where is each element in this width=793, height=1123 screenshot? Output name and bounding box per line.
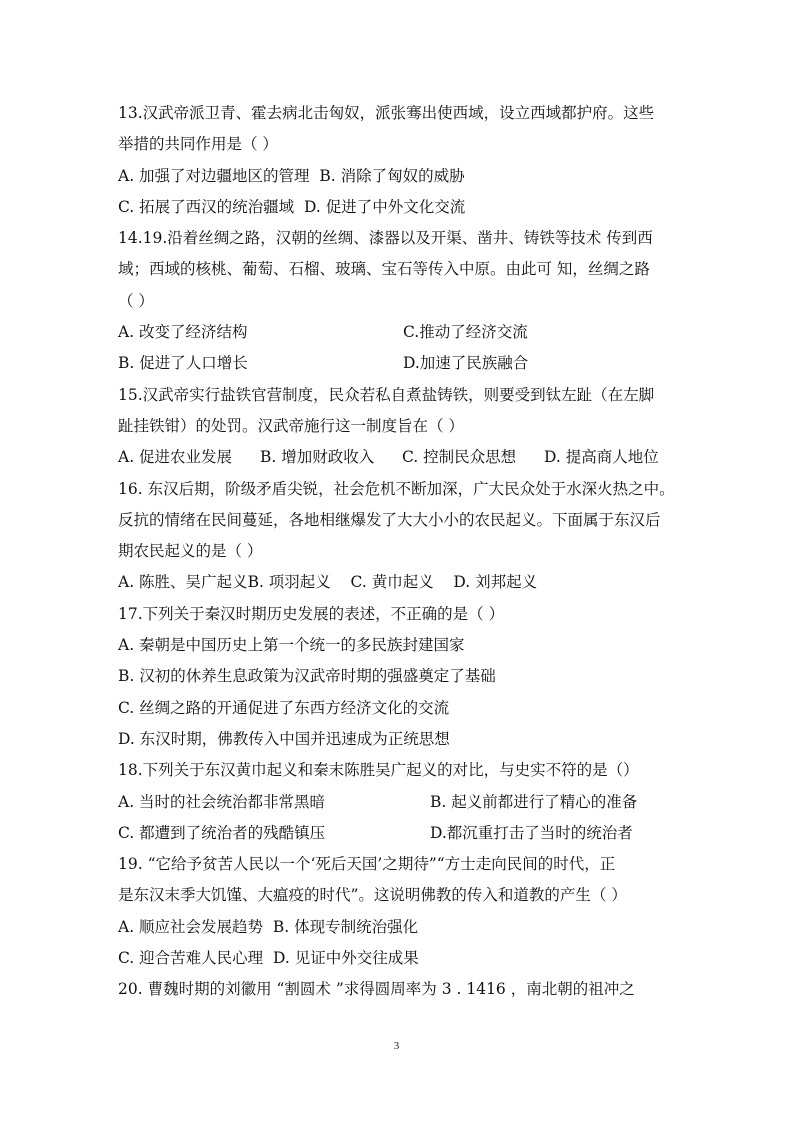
option-17-d: D. 东汉时期，佛教传入中国并迅速成为正统思想 — [118, 729, 450, 748]
option-13-c: C. 拓展了西汉的统治疆域 — [118, 197, 295, 216]
option-14-c: C.推动了经济交流 — [403, 323, 528, 342]
question-19-options-row-1 — [118, 912, 688, 943]
question-14-stem-line-1: 14.19.沿着丝绸之路，汉朝的丝绸、漆器以及开渠、凿井、铸铁等技术 传到西 — [118, 229, 653, 248]
option-18-c: C. 都遭到了统治者的残酷镇压 — [118, 823, 326, 842]
question-16-stem-line-1: 16. 东汉后期，阶级矛盾尖锐，社会危机不断加深，广大民众处于水深火热之中。 — [118, 479, 675, 498]
question-14-stem-line-3: （ ） — [118, 291, 154, 310]
option-13-d: D. 促进了中外文化交流 — [304, 197, 466, 216]
question-16-options-row — [118, 567, 688, 598]
option-18-d: D.都沉重打击了当时的统治者 — [430, 823, 633, 842]
question-18-options-row-2 — [118, 818, 688, 849]
option-19-c: C. 迎合苦难人民心理 — [118, 949, 264, 968]
option-18-a: A. 当时的社会统治都非常黑暗 — [118, 792, 326, 811]
option-17-b: B. 汉初的休养生息政策为汉武帝时期的强盛奠定了基础 — [118, 667, 496, 686]
question-18-stem: 18.下列关于东汉黄巾起义和秦末陈胜吴广起义的对比，与史实不符的是（） — [118, 761, 639, 780]
question-13-stem-line-2: 举措的共同作用是（ ） — [118, 135, 278, 154]
page-number: 3 — [393, 1040, 400, 1052]
question-13-options-row-2 — [118, 192, 688, 223]
option-16-c: C. 黄巾起义 — [350, 573, 434, 592]
question-19-stem-line-1: 19. “它给予贫苦人民以一个‘死后天国’之期待”“方士走向民间的时代，正 — [118, 855, 616, 874]
option-19-d: D. 见证中外交往成果 — [273, 949, 419, 968]
option-18-b: B. 起义前都进行了精心的准备 — [430, 792, 638, 811]
option-19-a: A. 顺应社会发展趋势 — [118, 917, 264, 936]
question-15-stem-line-1: 15.汉武帝实行盐铁官营制度，民众若私自煮盐铸铁，则要受到钛左趾（在左脚 — [118, 385, 655, 404]
option-14-a: A. 改变了经济结构 — [118, 323, 248, 342]
question-14-options-row-2 — [118, 348, 688, 379]
question-16-stem-line-3: 期农民起义的是（ ） — [118, 542, 263, 561]
option-16-b: B. 项羽起义 — [247, 573, 331, 592]
question-20-stem-line-1: 20. 曹魏时期的刘徽用 “割圆术 ”求得圆周率为 3 . 1416 ，南北朝的祖冲之 — [118, 980, 635, 999]
question-16-stem-line-2: 反抗的情绪在民间蔓延，各地相继爆发了大大小小的农民起义。下面属于东汉后 — [118, 510, 661, 529]
option-15-b: B. 增加财政收入 — [260, 448, 375, 467]
question-15-options-row — [118, 442, 688, 473]
question-13-options-row-1 — [118, 161, 688, 192]
option-17-a: A. 秦朝是中国历史上第一个统一的多民族封建国家 — [118, 636, 465, 655]
question-list — [118, 98, 688, 1006]
option-19-b: B. 体现专制统治强化 — [272, 917, 419, 936]
question-19-stem-line-2: 是东汉末季大饥馑、大瘟疫的时代”。这说明佛教的传入和道教的产生（ ） — [118, 886, 627, 905]
question-15-stem-line-2: 趾挂铁钳）的处罚。汉武帝施行这一制度旨在（ ） — [118, 416, 464, 435]
option-14-d: D.加速了民族融合 — [403, 354, 529, 373]
question-14-stem-line-2: 域；西域的核桃、葡萄、石榴、玻璃、宝石等传入中原。由此可 知，丝绸之路 — [118, 260, 650, 279]
option-15-d: D. 提高商人地位 — [544, 448, 659, 467]
option-15-a: A. 促进农业发展 — [118, 448, 233, 467]
option-17-c: C. 丝绸之路的开通促进了东西方经济文化的交流 — [118, 698, 450, 717]
option-13-b: B. 消除了匈奴的威胁 — [319, 166, 465, 185]
option-13-a: A. 加强了对边疆地区的管理 — [118, 166, 310, 185]
question-14-options-row-1 — [118, 317, 688, 348]
question-17-stem: 17.下列关于秦汉时期历史发展的表述，不正确的是（ ） — [118, 604, 505, 623]
question-13-stem-line-1: 13.汉武帝派卫青、霍去病北击匈奴，派张骞出使西域，设立西域都护府。这些 — [118, 104, 655, 122]
question-19-options-row-2 — [118, 943, 688, 974]
option-14-b: B. 促进了人口增长 — [118, 354, 248, 373]
option-16-a: A. 陈胜、吴广起义 — [118, 573, 248, 592]
question-18-options-row-1 — [118, 787, 688, 818]
option-16-d: D. 刘邦起义 — [453, 573, 538, 592]
option-15-c: C. 控制民众思想 — [402, 448, 517, 467]
